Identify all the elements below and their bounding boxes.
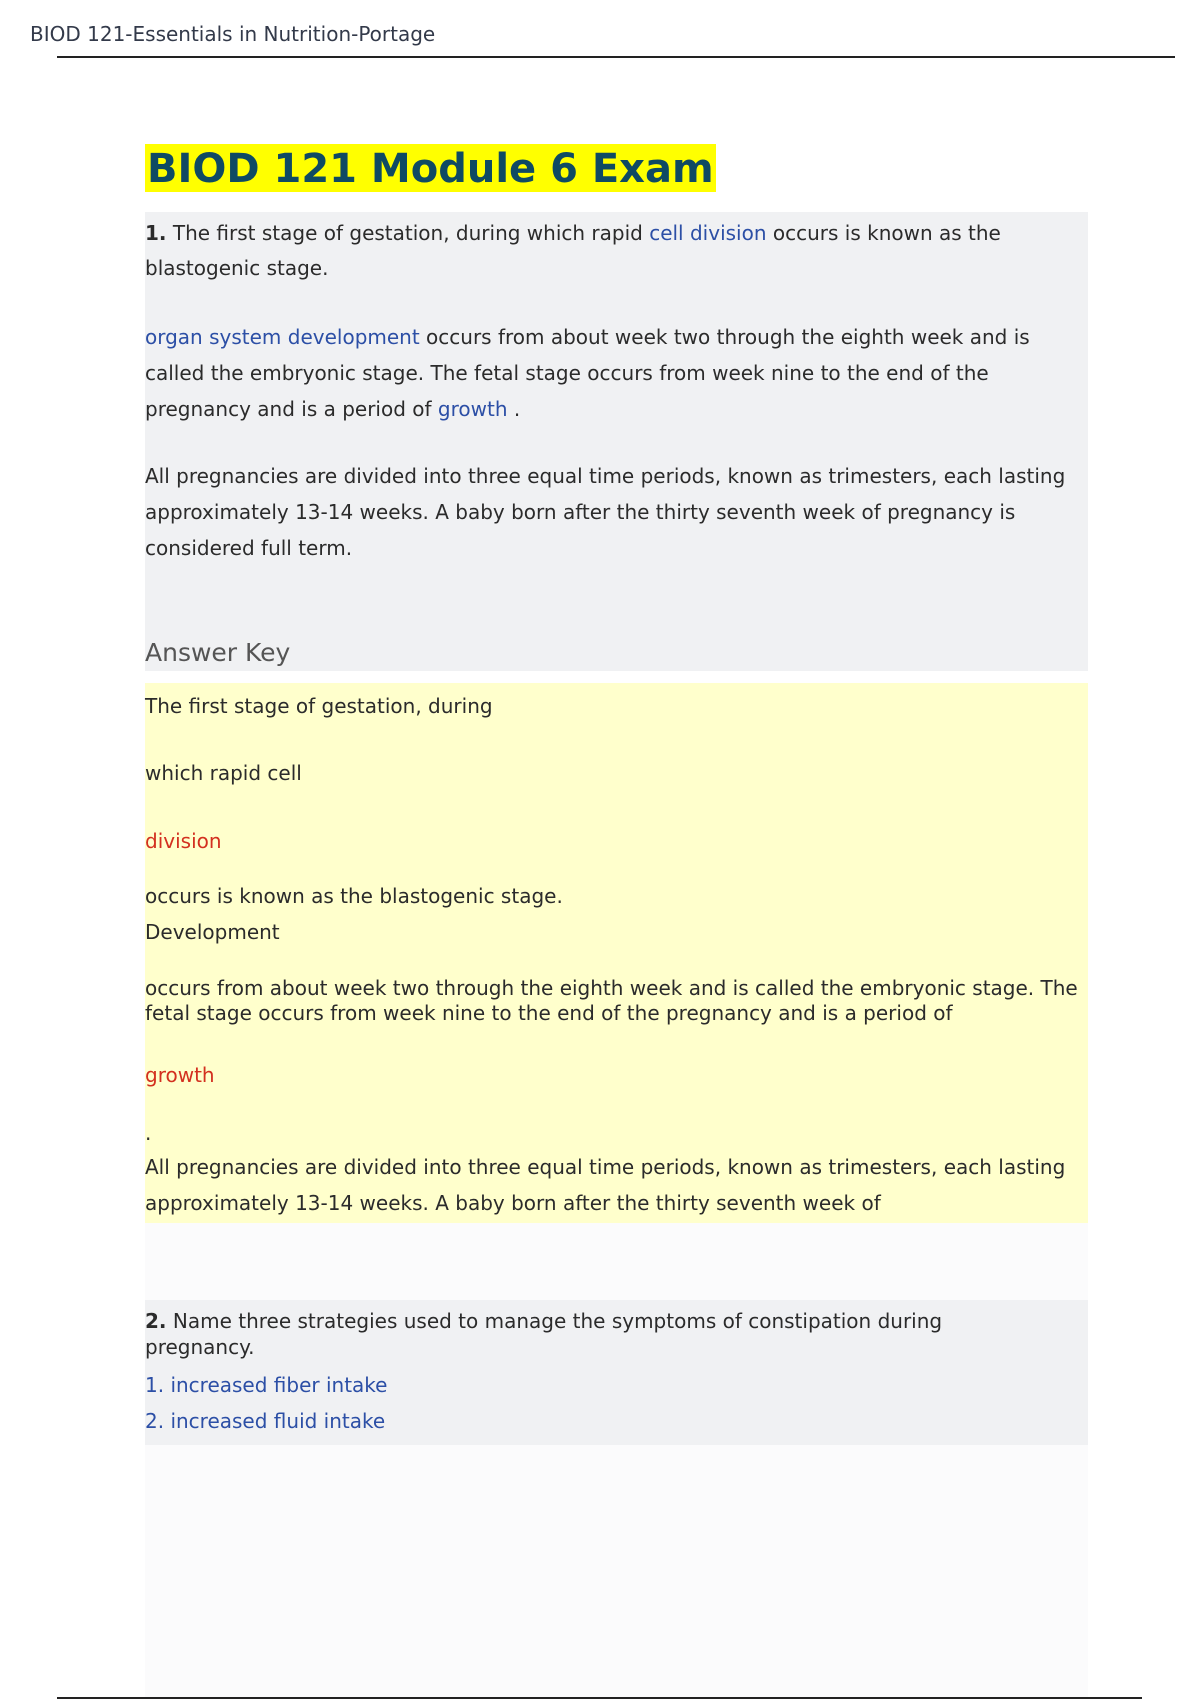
q1-text: occurs from about week two through the eighth week and is called the embryonic stage. The fetal stage occurs from week nine to the end of the pregnancy and is a period of — [145, 325, 1030, 421]
q1-text: . — [507, 397, 521, 421]
answer-highlight: growth — [145, 1063, 215, 1087]
answer-line: . — [145, 1121, 152, 1145]
answer-line: All pregnancies are divided into three equal time periods, known as trimesters, each lasting approximately 13-14 weeks. A baby born after the thirty seventh week of — [145, 1155, 1066, 1215]
page-body-band — [145, 1223, 1088, 1699]
answer-line: occurs from about week two through the eighth week and is called the embryonic stage. The fetal stage occurs from week nine to the end of the pregnancy and is a period of — [145, 976, 1078, 1025]
q1-blank-answer: cell division — [649, 221, 767, 245]
answer-line: The first stage of gestation, during — [145, 694, 493, 718]
q2-text — [145, 1308, 1005, 1360]
q2-answer-item: 2. increased fluid intake — [145, 1409, 386, 1433]
q1-text: The first stage of gestation, during which rapid — [172, 221, 650, 245]
answer-key-card — [145, 683, 1088, 1223]
answer-highlight: division — [145, 829, 222, 853]
question-1-card — [145, 212, 1088, 671]
q2-question: Name three strategies used to manage the symptoms of constipation during pregnancy. — [145, 1309, 943, 1359]
answer-line: which rapid cell — [145, 761, 302, 785]
q1-text: occurs is known as the blastogenic stage. — [145, 221, 1001, 280]
q1-blank-answer: organ system development — [145, 325, 420, 349]
running-header: BIOD 121-Essentials in Nutrition-Portage — [30, 22, 436, 46]
answer-line: Development — [145, 920, 280, 944]
q1-blank-answer: growth — [437, 397, 508, 421]
header-rule — [57, 56, 1175, 58]
q1-paragraph-1 — [145, 216, 1088, 286]
q1-paragraph-2 — [145, 319, 1088, 427]
question-number: 1. — [145, 221, 167, 245]
q2-answer-item: 1. increased fiber intake — [145, 1373, 388, 1397]
answer-line: occurs is known as the blastogenic stage. — [145, 884, 563, 908]
q1-paragraph-3: All pregnancies are divided into three equal time periods, known as trimesters, each lasting approximately 13-14 weeks. A baby born after the thirty seventh week of pregnancy is considered full term. — [145, 464, 1066, 560]
question-2-card — [145, 1300, 1088, 1445]
page-title: BIOD 121 Module 6 Exam — [147, 146, 714, 192]
question-number: 2. — [145, 1309, 167, 1333]
answer-key-label: Answer Key — [145, 638, 291, 667]
footer-rule — [57, 1697, 1142, 1699]
